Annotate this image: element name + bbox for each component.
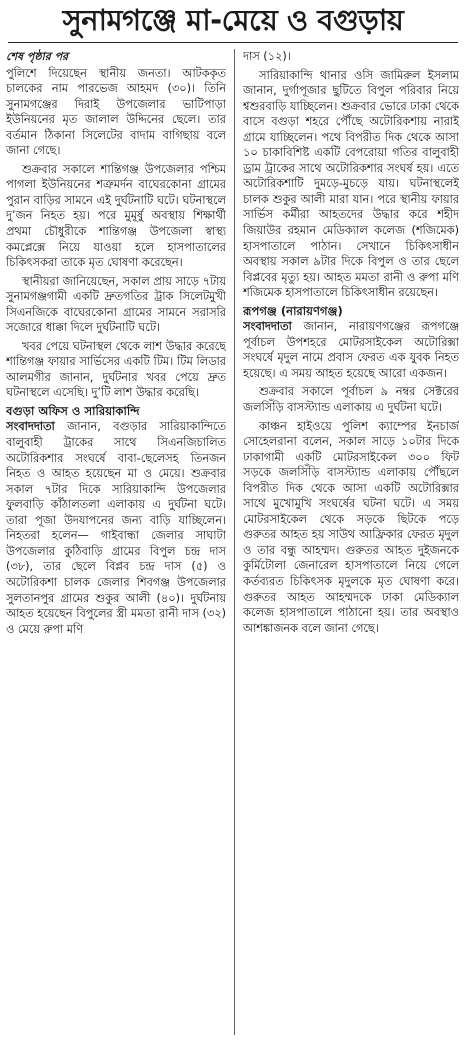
subheading: বগুড়া অফিস ও সারিয়াকান্দি [6, 403, 140, 418]
jump-line: শেষ পৃষ্ঠার পর [6, 50, 69, 63]
paragraph: শুক্রবার সকালে শান্তিগঞ্জ উপজেলার পশ্চিম পাগলা ইউনিয়নের শত্রুমর্দন বাঘেরকোনা গ্রামের পুরান বাড়ির সামনে এই দুর্ঘটনাটি ঘটে। ঘটনাস্থলে দু’জন নিহত হয়। পরে মুমূর্ষু অবস্থায় শিক্ষার্থী প্রথমা চৌধুরীকে শান্তিগঞ্জ উপজেলা স্বাস্থ্য কমপ্লেক্সে নিয়ে যাওয়া হলে হাসপাতালের চিকিৎসকরা তাকে মৃত ঘোষণা করেছেন। [6, 162, 226, 270]
paragraph: শুক্রবার সকালে পূর্বাচল ৯ নম্বর সেক্টরের জলসিঁড়ি বাসস্ট্যান্ড এলাকায় এ দুর্ঘটনা ঘটে। [243, 385, 459, 414]
paragraph-text: জানান, বগুড়ার সারিয়াকান্দিতে বালুবাহী ট্রাকের সাথে সিএনজিচালিত অটোরিকশার সংঘর্ষে বাবা-ছেলেসহ তিনজন নিহত ও আহত হয়েছেন মা ও মেয়ে। শুক্রবার সকাল ৭টার দিকে সারিয়াকান্দি উপজেলার ফুলবাড়ি কাঁঠালতলা এলাকায় এ দুর্ঘটনা ঘটে। তারা পূজা উদযাপনের জন্য বাড়ি যাচ্ছিলেন। নিহতরা হলেন— গাইবান্ধা জেলার সাঘাটা উপজেলার কুঠিবাড়ি গ্রামের বিপুল চন্দ্র দাস (৩৮), তার ছেলে বিপ্লব চন্দ্র দাস (৫) ও অটোরিকশা চালক জেলার শিবগঞ্জ উপজেলার সুলতানপুর গ্রামের শুকুর আলী (৪০)। দুর্ঘটনায় আহত হয়েছেন বিপুলের স্ত্রী মমতা রানী দাস (৩২) ও মেয়ে রুপা মণি [6, 420, 226, 636]
subheading: রূপগঞ্জ (নারায়ণগঞ্জ) [243, 303, 343, 318]
headline-rule [8, 42, 458, 43]
dateline-lead: সংবাদদাতা [6, 420, 55, 434]
left-column [6, 49, 226, 1039]
paragraph: কাঞ্চন হাইওয়ে পুলিশ ক্যাম্পের ইনচার্জ সোহেলরানা বলেন, সকাল সাড়ে ১০টার দিকে ঢাকাগামী একটি মোটরসাইকেল ৩০০ ফিট সড়কে জলসিঁড়ি বাসস্ট্যান্ড এলাকায় পৌঁছলে বিপরীত দিক থেকে আসা একটি অটোরিক্সার সাথে মুখোমুখি সংঘর্ষের ঘটনা ঘটে। এ সময় মোটরসাইকেল থেকে সড়কে ছিটকে পড়ে গুরুতর আহত হয় সাউথ আফ্রিকার ফেরত মৃদুল ও তার বন্ধু আহম্মদ। গুরুতর আহত দুইজনকে কুর্মিটোলা জেনারেল হাসপাতালে নিয়ে গেলে কর্তব্যরত চিকিৎসক মৃদুলকে মৃত ঘোষণা করে। গুরুতর আহত আহম্মদকে ঢাকা মেডিক্যাল কলেজ হাসপাতালে পাঠানো হয়। তার অবস্থাও আশঙ্কাজনক বলে জানা গেছে। [243, 419, 459, 635]
paragraph: পুলিশে দিয়েছেন স্থানীয় জনতা। আটককৃত চালকের নাম পারভেজ আহমদ (৩০)। তিনি সুনামগঞ্জের দিরাই উপজেলার ভাটিপাড়া ইউনিয়নের মৃত জালাল উদ্দিনের ছেলে। তার বর্তমান ঠিকানা সিলেটের বাদাম বাগিছায় বলে জানা গেছে। [6, 66, 226, 158]
dateline-lead: সংবাদদাতা [243, 320, 292, 334]
paragraph: সারিয়াকান্দি থানার ওসি জামিরুল ইসলাম জানান, দুর্গাপূজার ছুটিতে বিপুল পরিবার নিয়ে শ্বশুরবাড়ি যাচ্ছিলেন। শুক্রবার ভোরে ঢাকা থেকে বাসে বগুড়া শহরে পৌঁছে অটোরিকশায় নারাই গ্রামে যাচ্ছিলেন। পথে বিপরীত দিক থেকে আসা ১০ চাকাবিশিষ্ট একটি বেপরোয়া গতির বালুবাহী ড্রাম ট্রাকের সাথে অটোরিকশার সংঘর্ষ হয়। এতে অটোরিকশাটি দুমড়ে-মুচড়ে যায়। ঘটনাস্থলেই চালক শুকুর আলী মারা যান। পরে স্থানীয় ফায়ার সার্ভিস কর্মীরা আহতদের উদ্ধার করে শহীদ জিয়াউর রহমান মেডিক্যাল কলেজ (শজিমেক) হাসপাতালে পাঠান। সেখানে চিকিৎসাধীন অবস্থায় সকাল ৯টার দিকে বিপুল ও তার ছেলে বিপ্লবের মৃত্যু হয়। আহত মমতা রানী ও রুপা মণি শজিমেক হাসপাতালে চিকিৎসাধীন রয়েছেন। [243, 68, 459, 300]
paragraph: খবর পেয়ে ঘটনাস্থল থেকে লাশ উদ্ধার করেছে শান্তিগঞ্জ ফায়ার সার্ভিসের একটি টিম। টিম লিডার আলমগীর জানান, দুর্ঘটনার খবর পেয়ে দ্রুত ঘটনাস্থলে এসেছি। দু’টি লাশ উদ্ধার করেছি। [6, 339, 226, 400]
column-divider [234, 49, 235, 1035]
paragraph: স্থানীয়রা জানিয়েছেন, সকাল প্রায় সাড়ে ৭টায় সুনামগঞ্জগামী একটি দ্রুতগতির ট্রাক সিলেটমুখী সিএনজিকে বাঘেরকোনা গ্রামের সামনে সরাসরি সজোরে ধাক্কা দিলে দুর্ঘটনাটি ঘটে। [6, 274, 226, 335]
headline: সুনামগঞ্জে মা-মেয়ে ও বগুড়ায় [62, 3, 404, 37]
right-column [243, 49, 459, 1039]
paragraph [6, 419, 226, 637]
paragraph: দাস (১২)। [243, 50, 291, 63]
paragraph-text: জানান, নারায়ণগঞ্জের রূপগঞ্জে পূর্বাচল উপশহরে মোটরসাইকেল অটোরিক্সা সংঘর্ষে মৃদুল নামে প্রবাস ফেরত এক যুবক নিহত হয়েছে। এ সময় আহত হয়েছে আরো একজন। [243, 320, 459, 380]
paragraph [243, 319, 459, 381]
